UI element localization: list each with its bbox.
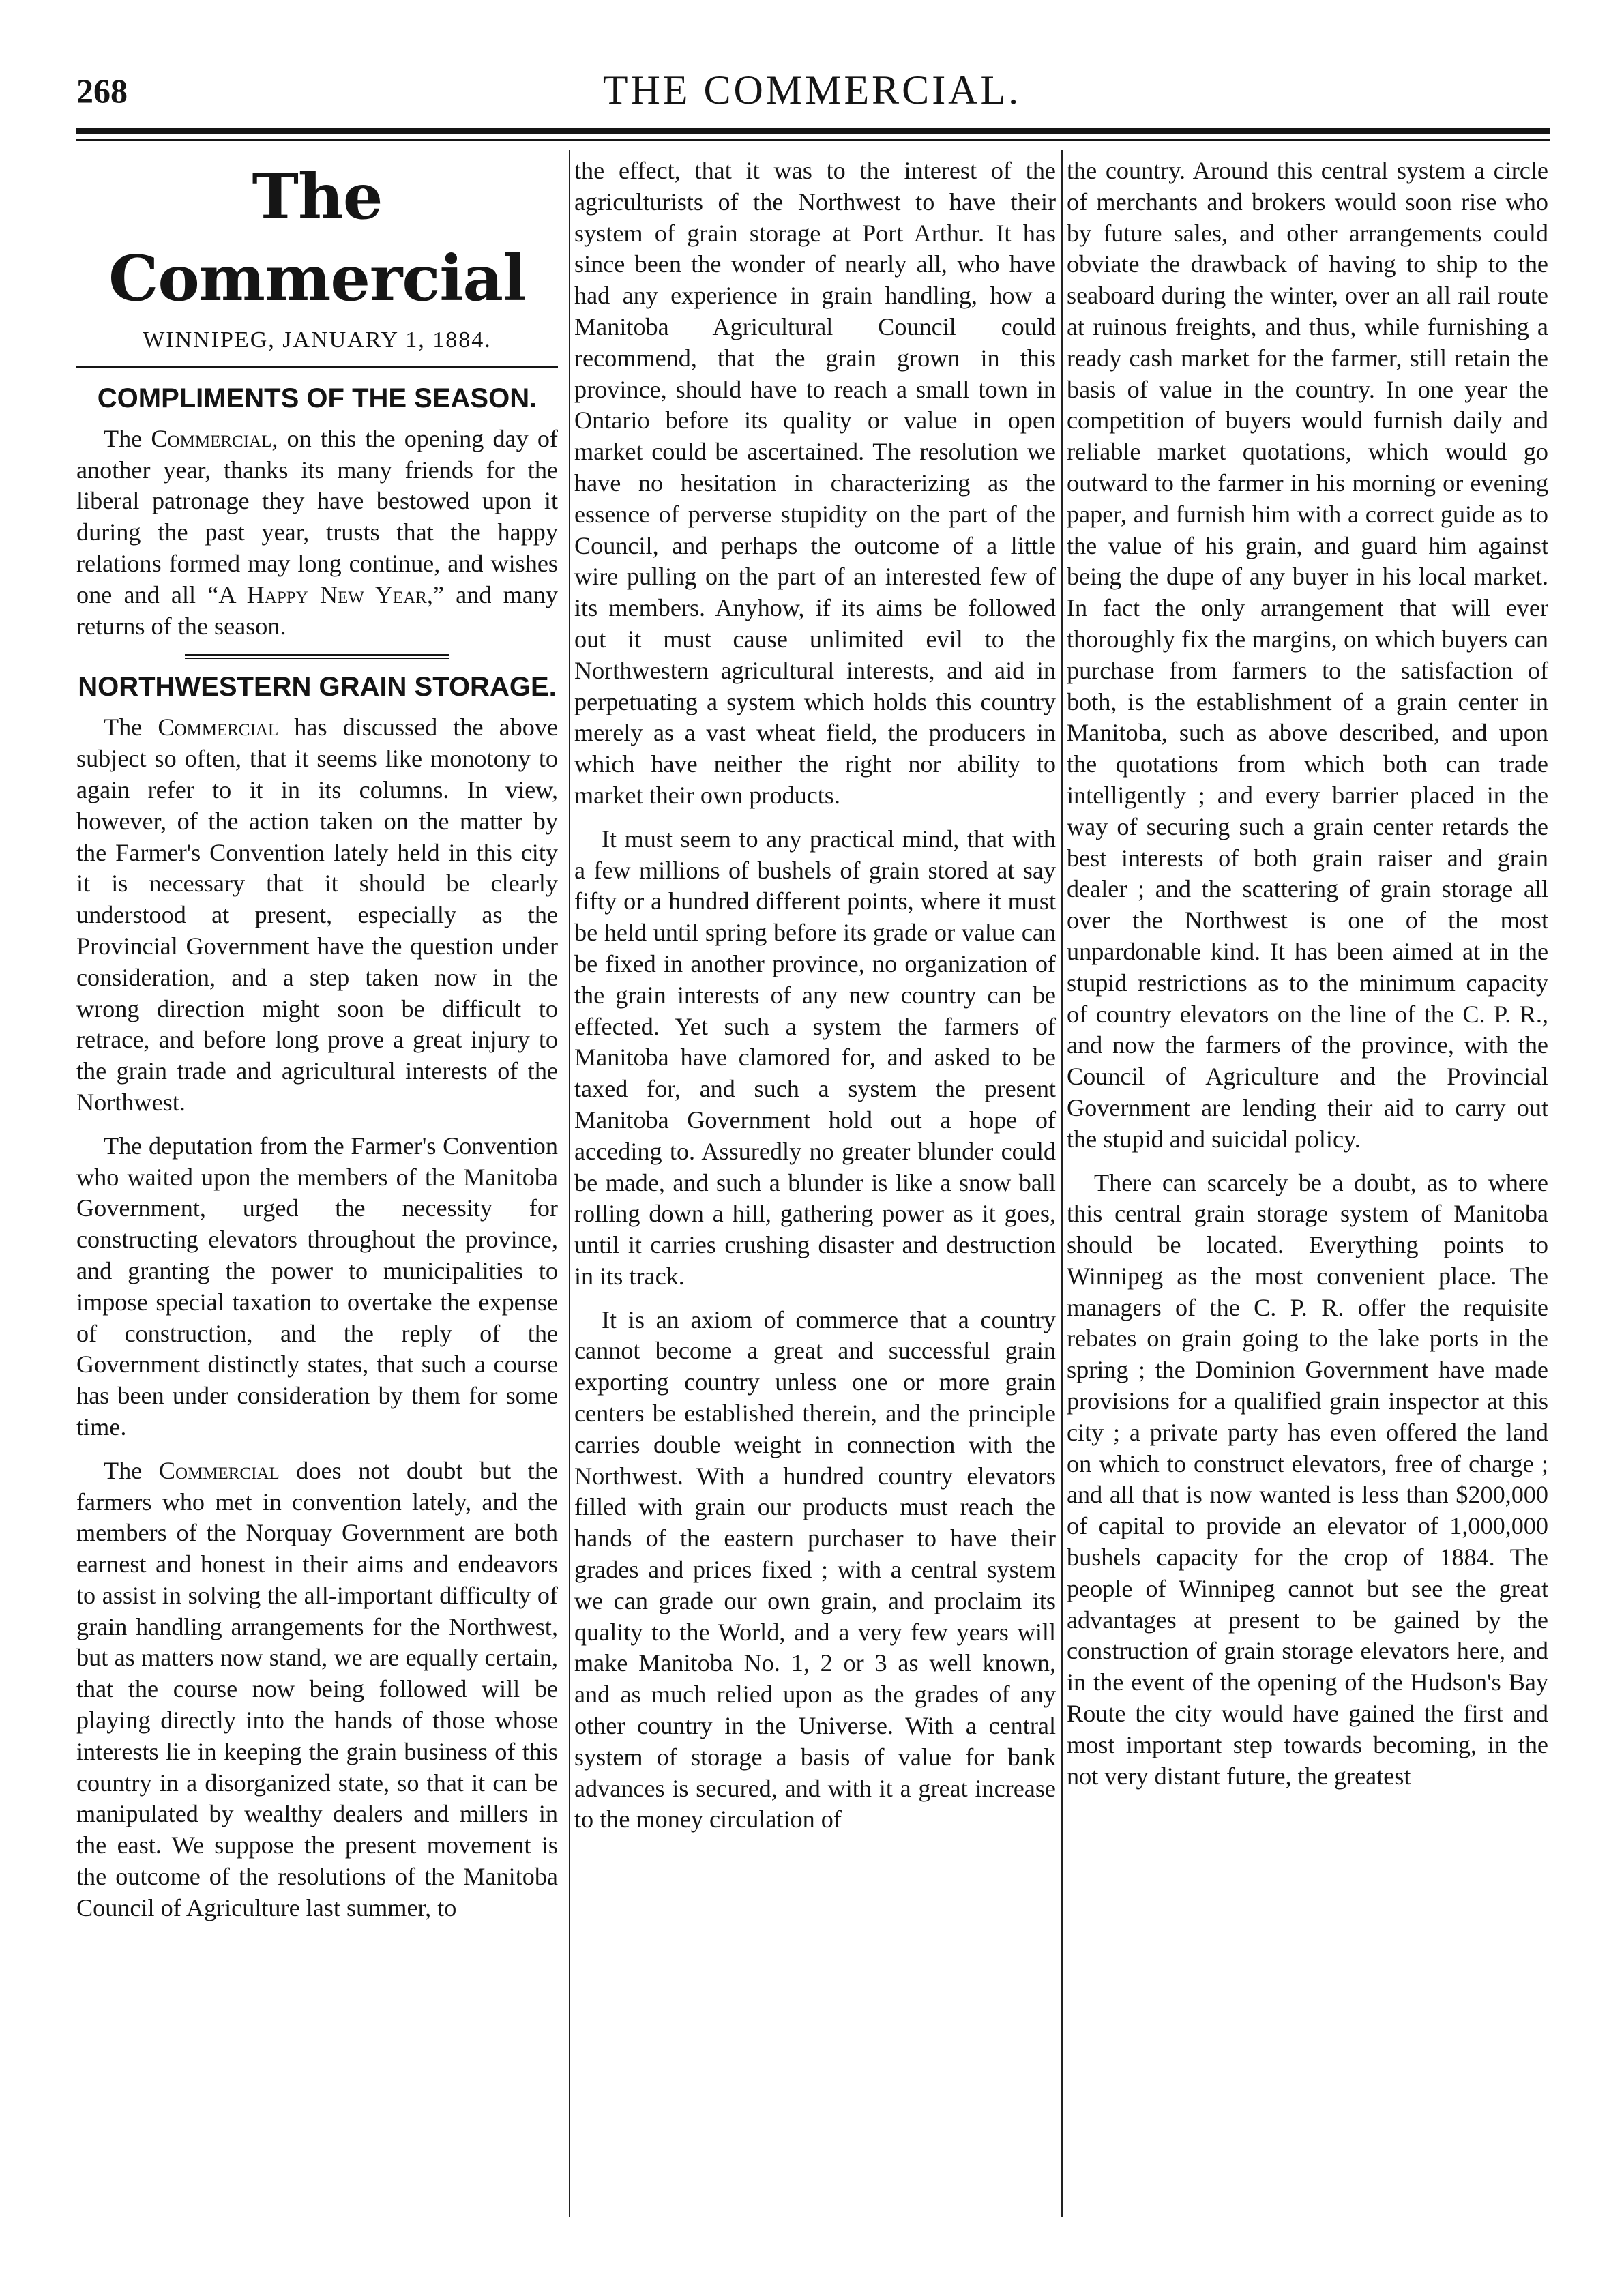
- paragraph-6: It is an axiom of commerce that a country cannot become a great and successful grain exporting country unless one or more grain centers be established therein, and the principle carries double weight in connection with the Northwest. With a hundred country elevators filled with grain our products must reach the hands of the eastern purchaser to have their grades and prices fixed ; with a central system we can grade our own grain, and proclaim its quality to the World, and a very few years will make Manitoba No. 1, 2 or 3 as well known, and as much relied upon as the grades of any other country in the Universe. With a central system of storage a basis of value for bank advances is secured, and with it a great increase to the money circulation of: [574, 1305, 1056, 1833]
- running-title: THE COMMERCIAL.: [602, 68, 1022, 113]
- paragraph-compliments: The Commercial, on this the opening day of another year, thanks its many friends for the liberal patronage they have bestowed upon it during the past year, trusts that the happy relations formed may long continue, and wishes one and all “A Happy New Year,” and many returns of the season.: [76, 424, 558, 640]
- dateline: WINNIPEG, JANUARY 1, 1884.: [143, 327, 492, 353]
- paragraph-4: the effect, that it was to the interest of the agriculturists of the Northwest to have their system of grain storage at Port Arthur. It has since been the wonder of nearly all, who have had any experience in grain handling, how a Manitoba Agricultural Council could recommend, that the grain grown in this province, should have to reach a small town in Ontario before its quality or value in open market could be ascertained. The resolution we have no hesitation in characterizing as the essence of perverse stupidity on the part of the Council, and perhaps the outcome of a little wire pulling on the part of an interested few of its members. Anyhow, if its aims be followed out it must cause unlimited evil to the Northwestern agricultural interests, and aid in perpetuating a system which holds this country merely as a vast wheat field, the producers in which have neither the right nor ability to market their own products.: [574, 157, 1056, 809]
- section-rule: [185, 654, 449, 659]
- header-rule-thick: [76, 128, 1550, 134]
- column-3: [1067, 156, 1548, 1792]
- column-2: [574, 156, 1056, 1835]
- column-divider-2: [1061, 150, 1063, 2217]
- masthead-rule: [76, 366, 558, 370]
- paragraph-7: the country. Around this central system a circle of merchants and brokers would soon rise who by future sales, and other arrangements could obviate the drawback of having to ship to the seaboard during the winter, over an all rail route at ruinous freights, and thus, while furnishing a ready cash market for the farmer, still retain the basis of value in the country. In one year the competition of buyers would furnish daily and reliable market quotations, which would go outward to the farmer in his morning or evening paper, and furnish him with a correct guide as to the value of his grain, and guard him against being the dupe of any buyer in his local market. In fact the only arrangement that will ever thoroughly fix the margins, on which buyers can purchase from farmers to the satisfaction of both, is the establishment of a grain center in Manitoba, such as above described, and upon the quotations from which both can trade intelligently ; and every barrier placed in the way of securing such a grain center retards the best interests of both grain raiser and grain dealer ; and the scattering of grain storage all over the Northwest is one of the most unpardonable kind. It has been aimed at in the stupid restrictions as to the minimum capacity of country elevators on the line of the C. P. R., and now the farmers of the province, with the Council of Agriculture and the Provincial Government are lending their aid to carry out the stupid and suicidal policy.: [1067, 157, 1548, 1153]
- column-divider-1: [569, 150, 570, 2217]
- page-number: 268: [76, 72, 128, 110]
- heading-compliments: COMPLIMENTS OF THE SEASON.: [97, 383, 537, 413]
- paragraph-2: The deputation from the Farmer's Convention who waited upon the members of the Manitoba Government, urged the necessity for constructing elevators throughout the province, and granting the power to municipalities to impose special taxation to overtake the expense of construction, and the reply of the Government distinctly states, that such a course has been under consideration by them for some time.: [76, 1132, 558, 1441]
- paragraph-3: The Commercial does not doubt but the farmers who met in convention lately, and the members of the Norquay Government are both earnest and honest in their aims and endeavors to assist in solving the all-important difficulty of grain handling arrangements for the Northwest, but as matters now stand, we are equally certain, that the course now being followed will be playing directly into the hands of those whose interests lie in keeping the grain business of this country in a disorganized state, so that it can be manipulated by wealthy dealers and millers in the east. We suppose the present movement is the outcome of the resolutions of the Manitoba Council of Agriculture last summer, to: [76, 1456, 558, 1921]
- paragraph-8: There can scarcely be a doubt, as to where this central grain storage system of Manitoba should be located. Everything points to Winnipeg as the most convenient place. The managers of the C. P. R. offer the requisite rebates on grain going to the lake ports in the spring ; the Dominion Government have made provisions for a qualified grain inspector at this city ; a private party has even offered the land on which to construct elevators, free of charge ; and all that is now wanted is less than $200,000 of capital to provide an elevator of 1,000,000 bushels capacity for the crop of 1884. The people of Winnipeg cannot but see the great advantages at present to be gained by the construction of grain storage elevators here, and in the event of the opening of the Hudson's Bay Route the city would have gained the first and most important step towards becoming, in the not very distant future, the greatest: [1067, 1168, 1548, 1790]
- paragraph-5: It must seem to any practical mind, that with a few millions of bushels of grain stored at say fifty or a hundred different points, where it must be held until spring before its grade or value can be fixed in another province, no organization of the grain interests of any new country can be effected. Yet such a system the farmers of Manitoba have clamored for, and asked to be taxed for, and such a system the present Manitoba Government hold out a hope of acceding to. Assuredly no greater blunder could be made, and such a blunder is like a snow ball rolling down a hill, gathering power as it goes, until it carries crushing disaster and destruction in its track.: [574, 825, 1056, 1290]
- header-rule-thin: [76, 139, 1550, 141]
- paragraph-1: The Commercial has discussed the above subject so often, that it seems like monotony to again refer to it in its columns. In view, however, of the action taken on the matter by the Farmer's Convention lately held in this city it is necessary that it should be clearly understood at present, especially as the Provincial Government have the question under consideration, and a step taken now in the wrong direction might soon be difficult to retrace, and before long prove a great injury to the grain trade and agricultural interests of the Northwest.: [76, 713, 558, 1116]
- masthead-title: The Commercial: [108, 160, 526, 315]
- column-1: [76, 156, 558, 1924]
- heading-grain-storage: NORTHWESTERN GRAIN STORAGE.: [78, 672, 557, 703]
